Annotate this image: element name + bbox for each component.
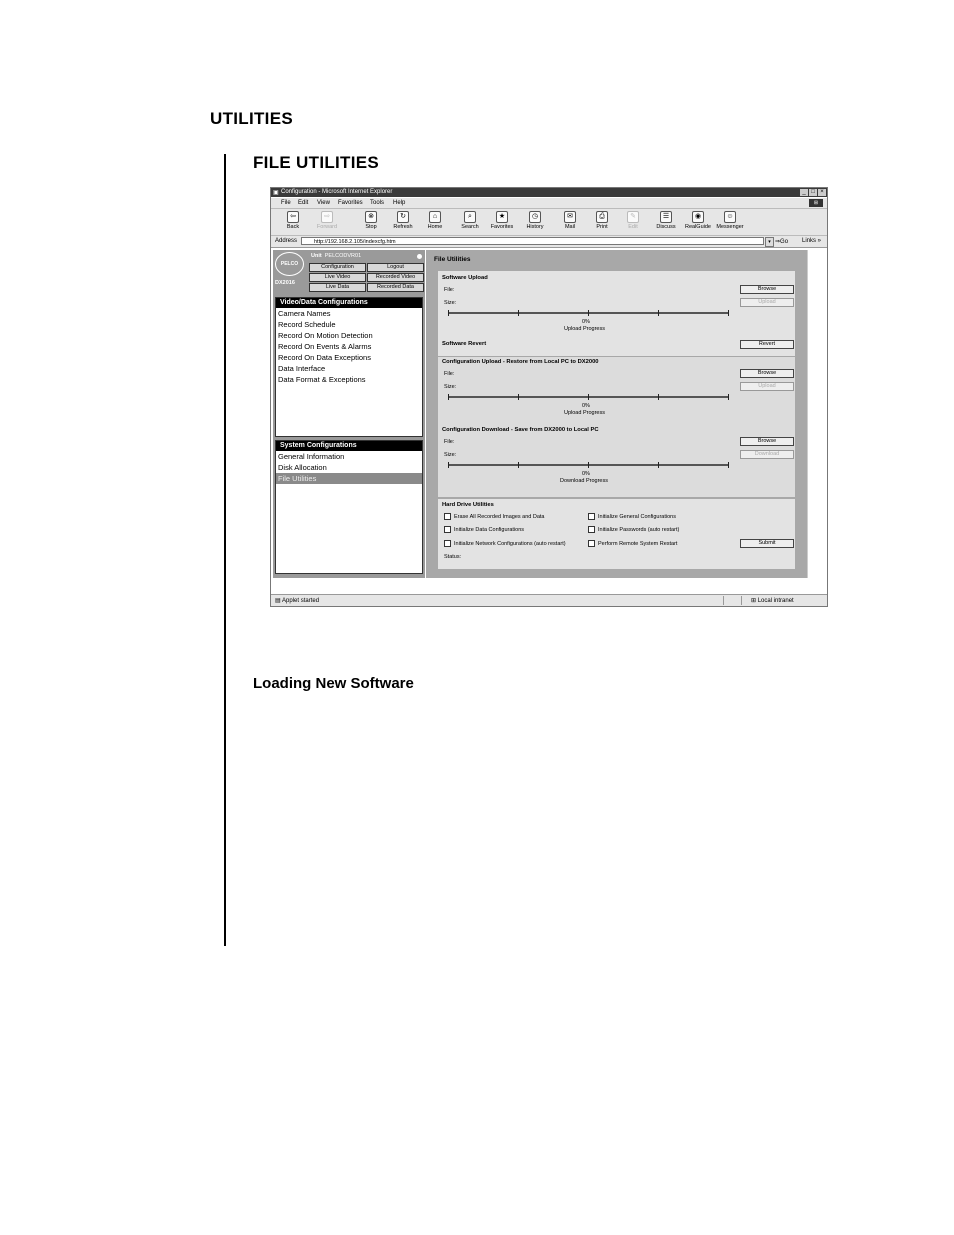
history-icon: ◷ bbox=[529, 211, 541, 223]
status-label: Status: bbox=[444, 554, 462, 560]
browser-toolbar bbox=[271, 209, 827, 236]
live-data-button[interactable]: Live Data bbox=[309, 283, 366, 292]
nav-item-record-data-exceptions[interactable]: Record On Data Exceptions bbox=[278, 353, 371, 362]
address-bar bbox=[271, 236, 827, 248]
nav-item-record-events[interactable]: Record On Events & Alarms bbox=[278, 342, 372, 351]
nav-item-file-utilities[interactable]: File Utilities bbox=[276, 473, 422, 484]
stop-button[interactable]: ⊗ Stop bbox=[365, 213, 377, 230]
config-upload-browse-button[interactable]: Browse bbox=[740, 369, 794, 378]
favorites-icon: ★ bbox=[496, 211, 508, 223]
loading-new-software-heading: Loading New Software bbox=[253, 675, 414, 692]
revert-button[interactable]: Revert bbox=[740, 340, 794, 349]
system-config-title: System Configurations bbox=[276, 441, 422, 451]
submit-button[interactable]: Submit bbox=[740, 539, 794, 548]
zone-text: ⊞ Local intranet bbox=[751, 598, 794, 604]
download-progress-label: Download Progress bbox=[560, 478, 608, 484]
back-button[interactable]: ⇦ Back bbox=[286, 213, 300, 230]
video-data-config-panel bbox=[275, 297, 423, 437]
menu-favorites[interactable]: Favorites bbox=[338, 200, 363, 206]
hard-drive-title: Hard Drive Utilities bbox=[442, 502, 494, 508]
hard-drive-utilities-section bbox=[438, 499, 795, 569]
browse-button[interactable]: Browse bbox=[740, 285, 794, 294]
download-progress-bar bbox=[448, 461, 733, 469]
home-button[interactable]: ⌂ Home bbox=[427, 213, 443, 230]
config-transfer-section bbox=[438, 357, 795, 497]
size-label: Size: bbox=[444, 300, 457, 306]
discuss-button[interactable]: ☰ Discuss bbox=[656, 213, 676, 230]
realguide-button[interactable]: ◉ RealGuide bbox=[685, 213, 711, 230]
config-download-title: Configuration Download - Save from DX2000 to Local PC bbox=[442, 427, 599, 433]
checkbox-icon[interactable] bbox=[588, 526, 595, 533]
browser-screenshot bbox=[270, 187, 828, 607]
mail-icon: ✉ bbox=[564, 211, 576, 223]
config-download-browse-button[interactable]: Browse bbox=[740, 437, 794, 446]
software-upload-title: Software Upload bbox=[442, 275, 488, 281]
home-icon: ⌂ bbox=[429, 211, 441, 223]
status-divider bbox=[741, 596, 742, 605]
favorites-button[interactable]: ★ Favorites bbox=[490, 213, 514, 230]
window-title: Configuration - Microsoft Internet Explorer bbox=[281, 189, 393, 195]
option-init-data-config[interactable]: Initialize Data Configurations bbox=[444, 526, 524, 533]
intranet-icon: ⊞ bbox=[751, 598, 757, 604]
nav-item-data-format[interactable]: Data Format & Exceptions bbox=[278, 375, 366, 384]
recorded-data-button[interactable]: Recorded Data bbox=[367, 283, 424, 292]
browser-status-bar bbox=[271, 594, 827, 606]
discuss-icon: ☰ bbox=[660, 211, 672, 223]
menu-tools[interactable]: Tools bbox=[370, 200, 385, 206]
option-remote-restart[interactable]: Perform Remote System Restart bbox=[588, 540, 677, 547]
config-upload-file-label: File: bbox=[444, 371, 455, 377]
video-data-config-title: Video/Data Configurations bbox=[276, 298, 422, 308]
menu-edit[interactable]: Edit bbox=[298, 200, 309, 206]
print-icon: ⎙ bbox=[596, 211, 608, 223]
print-button[interactable]: ⎙ Print bbox=[596, 213, 608, 230]
nav-button-grid bbox=[309, 263, 424, 292]
config-upload-button[interactable]: Upload bbox=[740, 382, 794, 391]
config-upload-progress-bar bbox=[448, 393, 733, 401]
nav-item-data-interface[interactable]: Data Interface bbox=[278, 364, 326, 373]
refresh-button[interactable]: ↻ Refresh bbox=[393, 213, 413, 230]
download-button[interactable]: Download bbox=[740, 450, 794, 459]
option-init-passwords[interactable]: Initialize Passwords (auto restart) bbox=[588, 526, 679, 533]
realguide-icon: ◉ bbox=[692, 211, 704, 223]
links-button[interactable]: Links » bbox=[802, 238, 822, 244]
stop-icon: ⊗ bbox=[365, 211, 377, 223]
live-video-button[interactable]: Live Video bbox=[309, 273, 366, 282]
nav-item-camera-names[interactable]: Camera Names bbox=[278, 309, 331, 318]
edit-button[interactable]: ✎ Edit bbox=[628, 213, 638, 230]
checkbox-icon[interactable] bbox=[444, 540, 451, 547]
menu-bar bbox=[271, 198, 827, 209]
refresh-icon: ↻ bbox=[397, 211, 409, 223]
edit-icon: ✎ bbox=[627, 211, 639, 223]
status-text: ▤ Applet started bbox=[275, 598, 320, 604]
file-label: File: bbox=[444, 287, 455, 293]
download-progress-percent: 0% bbox=[582, 471, 590, 477]
config-upload-progress-label: Upload Progress bbox=[564, 410, 605, 416]
address-dropdown-icon[interactable]: ▾ bbox=[765, 237, 774, 247]
system-config-panel bbox=[275, 440, 423, 574]
recorded-video-button[interactable]: Recorded Video bbox=[367, 273, 424, 282]
messenger-button[interactable]: ☺ Messenger bbox=[716, 213, 744, 230]
status-indicator-icon bbox=[417, 254, 422, 259]
search-button[interactable]: ⌕ Search bbox=[461, 213, 479, 230]
checkbox-icon[interactable] bbox=[444, 526, 451, 533]
checkbox-icon[interactable] bbox=[588, 540, 595, 547]
search-icon: ⌕ bbox=[464, 211, 476, 223]
messenger-icon: ☺ bbox=[724, 211, 736, 223]
model-label: DX2016 bbox=[275, 280, 295, 286]
browser-title-bar bbox=[271, 188, 827, 197]
config-upload-progress-percent: 0% bbox=[582, 403, 590, 409]
config-upload-size-label: Size: bbox=[444, 384, 457, 390]
upload-progress-bar bbox=[448, 309, 733, 317]
minimize-icon[interactable]: _ bbox=[800, 189, 808, 196]
history-button[interactable]: ◷ History bbox=[526, 213, 544, 230]
windows-logo-icon: ⊞ bbox=[809, 199, 823, 207]
option-erase-all[interactable]: Erase All Recorded Images and Data bbox=[444, 513, 545, 520]
go-icon: ⇒ bbox=[775, 239, 781, 245]
address-input[interactable]: http://192.168.2.105/indexcfg.htm bbox=[301, 237, 764, 245]
go-button[interactable]: ⇒Go bbox=[775, 239, 789, 245]
option-init-general-config[interactable]: Initialize General Configurations bbox=[588, 513, 676, 520]
left-navigation bbox=[273, 250, 425, 578]
pane-title: File Utilities bbox=[434, 256, 471, 263]
ie-icon: ▣ bbox=[273, 190, 279, 196]
checkbox-icon[interactable] bbox=[444, 513, 451, 520]
forward-button[interactable]: ⇨ Forward bbox=[316, 213, 338, 230]
config-download-size-label: Size: bbox=[444, 452, 457, 458]
upload-progress-label: Upload Progress bbox=[564, 326, 605, 332]
nav-item-record-motion[interactable]: Record On Motion Detection bbox=[278, 331, 373, 340]
nav-item-disk-allocation[interactable]: Disk Allocation bbox=[278, 463, 327, 472]
option-init-network-config[interactable]: Initialize Network Configurations (auto restart) bbox=[444, 540, 566, 547]
menu-file[interactable]: File bbox=[281, 200, 291, 206]
address-label: Address bbox=[275, 238, 298, 244]
menu-help[interactable]: Help bbox=[393, 200, 406, 206]
nav-item-record-schedule[interactable]: Record Schedule bbox=[278, 320, 336, 329]
upload-button[interactable]: Upload bbox=[740, 298, 794, 307]
logout-button[interactable]: Logout bbox=[367, 263, 424, 272]
software-upload-section bbox=[438, 271, 795, 356]
pelco-logo: PELCO bbox=[275, 252, 304, 276]
forward-icon: ⇨ bbox=[321, 211, 333, 223]
unit-row: Unit PELCODVR01 bbox=[311, 253, 362, 259]
upload-progress-percent: 0% bbox=[582, 319, 590, 325]
section-title: UTILITIES bbox=[210, 109, 293, 128]
close-icon[interactable]: × bbox=[818, 189, 826, 196]
file-utilities-pane bbox=[426, 250, 807, 578]
software-revert-title: Software Revert bbox=[442, 341, 487, 347]
unit-name: PELCODVR01 bbox=[324, 253, 362, 259]
subsection-title: FILE UTILITIES bbox=[253, 153, 380, 172]
configuration-button[interactable]: Configuration bbox=[309, 263, 366, 272]
checkbox-icon[interactable] bbox=[588, 513, 595, 520]
mail-button[interactable]: ✉ Mail bbox=[564, 213, 576, 230]
page-scroll-area[interactable] bbox=[807, 250, 826, 578]
nav-item-general-information[interactable]: General Information bbox=[278, 452, 345, 461]
back-icon: ⇦ bbox=[287, 211, 299, 223]
page-icon: ▤ bbox=[275, 598, 281, 604]
menu-view[interactable]: View bbox=[317, 200, 330, 206]
margin-rule bbox=[224, 154, 226, 946]
maximize-icon[interactable]: □ bbox=[809, 189, 817, 196]
status-divider bbox=[723, 596, 724, 605]
config-download-file-label: File: bbox=[444, 439, 455, 445]
config-upload-title: Configuration Upload - Restore from Local PC to DX2000 bbox=[442, 359, 599, 365]
